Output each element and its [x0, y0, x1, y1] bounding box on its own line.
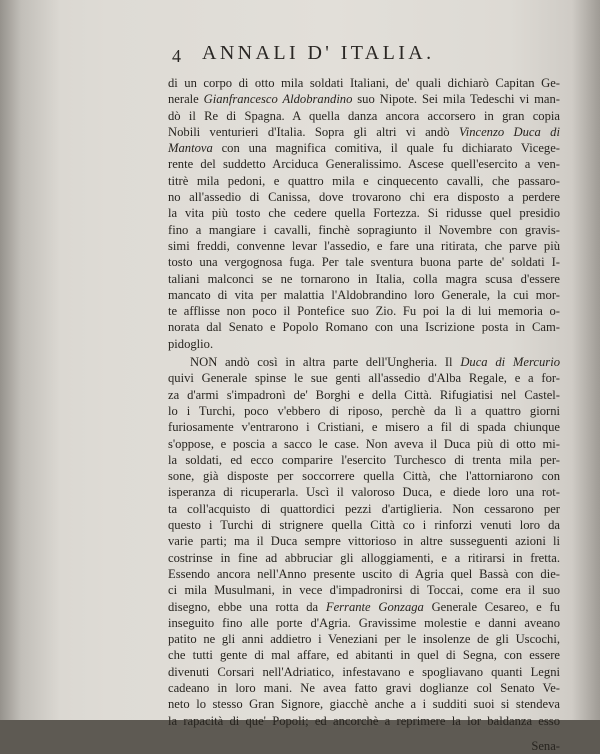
text-line: no all'assedio di Canissa, dove trovarono chi era disposto a perdere — [168, 190, 560, 205]
text-line: cadeano in loro mani. Ne avea fatto gravi doglianze col Senato Ve- — [168, 680, 560, 695]
text-line: costrinse in fine ad abbruciar gli alloggiamenti, e a ritirarsi in fretta. — [168, 550, 560, 565]
text-line: rente del suddetto Arciduca Generalissimo. Ascese quell'esercito a ven- — [168, 157, 560, 172]
text-line: nerale Gianfrancesco Aldobrandino suo Nipote. Sei mila Tedeschi vi man- — [168, 92, 560, 107]
text-line: NON andò così in altra parte dell'Ungheria. Il Duca di Mercurio — [190, 355, 560, 370]
catchword-container — [168, 735, 560, 754]
text-line: dò il Re di Spagna. A quella danza ancora accorsero in gran copia — [168, 108, 560, 123]
text-line: inseguito fino alle porte d'Agria. Gravissime molestie e danni aveano — [168, 615, 560, 630]
text-line: mancato di vita per malattia l'Aldobrandino loro Generale, la cui mor- — [168, 287, 560, 302]
text-line: sone, già disposte per soccorrere quella Città, che l'attorniarono con — [168, 469, 560, 484]
text-line: la rapacità di que' Popoli; ed ancorchè a reprimere la lor baldanza esso — [168, 713, 560, 728]
text-line: patito ne gli anni addietro i Veneziani per le insolenze de gli Uscochi, — [168, 632, 560, 647]
text-line: che tutti gente di mal affare, ed abitanti in quel di Segna, con essere — [168, 648, 560, 663]
running-title: ANNALI D' ITALIA. — [202, 42, 435, 64]
catchword: Sena- — [531, 739, 560, 753]
body-text — [168, 75, 560, 729]
text-line: quivi Generale spinse le sue genti all'assedio d'Alba Regale, e a for- — [168, 371, 560, 386]
text-line: Nobili venturieri d'Italia. Sopra gli altri vi andò Vincenzo Duca di — [168, 124, 560, 139]
text-line: ta coll'acquisto di quattordici pezzi d'artiglieria. Non cessarono per — [168, 501, 560, 516]
text-line: ci mila Musulmani, in vece d'impadronirsi di Toccai, come era il suo — [168, 583, 560, 598]
text-line: pidoglio. — [168, 336, 214, 351]
text-line: furiosamente v'entrarono i Cristiani, e misero a fil di spada chiunque — [168, 420, 560, 435]
text-line: la soldati, ed ecco comparire l'esercito Turchesco di trenta mila per- — [168, 452, 560, 467]
text-line: isperanza di ricuperarla. Uscì il valoroso Duca, e diede loro una rot- — [168, 485, 560, 500]
text-line: te afflisse non poco il Pontefice suo Zio. Fu poi la di lui memoria o- — [168, 304, 560, 319]
text-line: s'oppose, e poscia a sacco le case. Non aveva il Duca più di otto mi- — [168, 436, 560, 451]
text-line: lo i Turchi, poco v'ebbero di riposo, perchè da lì a quattro giorni — [168, 403, 560, 418]
text-line: questo i Turchi di strignere quella Città co i rinforzi venuti loro da — [168, 518, 560, 533]
page-edge-shadow — [572, 0, 600, 720]
text-line: fino a mangiare i cavalli, finchè sopragiunto il Novembre con gravis- — [168, 222, 560, 237]
text-line: titrè mila pedoni, e quattro mila e cinquecento cavalli, che passaro- — [168, 173, 560, 188]
text-line: za d'armi s'impadronì de' Borghi e della Città. Rifugiatisi nel Castel- — [168, 387, 560, 402]
text-line: neto lo stesso Gran Signore, giacchè anche a i sudditi suoi si stendeva — [168, 697, 560, 712]
text-line: la vita più tosto che cedere quella Fortezza. Si ridusse quel presidio — [168, 206, 560, 221]
gutter-shadow — [0, 0, 60, 720]
text-line: Mantova con una magnifica comitiva, il quale fu dichiarato Vicege- — [168, 141, 560, 156]
text-line: tosto una vergognosa fuga. Per tale sventura buona parte de' soldati I- — [168, 255, 560, 270]
text-line: varie parti; ma il Duca sempre vittorioso in altre susseguenti azioni li — [168, 534, 560, 549]
text-line: di un corpo di otto mila soldati Italiani, de' quali dichiarò Capitan Ge- — [168, 76, 560, 90]
text-line: norata dal Senato e Popolo Romano con una Iscrizione posta in Cam- — [168, 320, 560, 335]
page-number: 4 — [172, 46, 181, 66]
text-line: taliani malconci se ne tornarono in Italia, colla magra scusa d'essere — [168, 271, 560, 286]
text-line: divenuti Corsari nell'Adriatico, infestavano e spogliavano quanti Legni — [168, 664, 560, 679]
text-line: Essendo ancora nell'Anno presente uscito di Agria quel Bassà con die- — [168, 566, 560, 581]
text-line: disegno, ebbe una rotta da Ferrante Gonzaga Generale Cesareo, e fu — [168, 599, 560, 614]
page-header — [172, 40, 492, 70]
text-line: simi freddi, convenne levar l'assedio, e fare una ritirata, che parve più — [168, 238, 560, 253]
